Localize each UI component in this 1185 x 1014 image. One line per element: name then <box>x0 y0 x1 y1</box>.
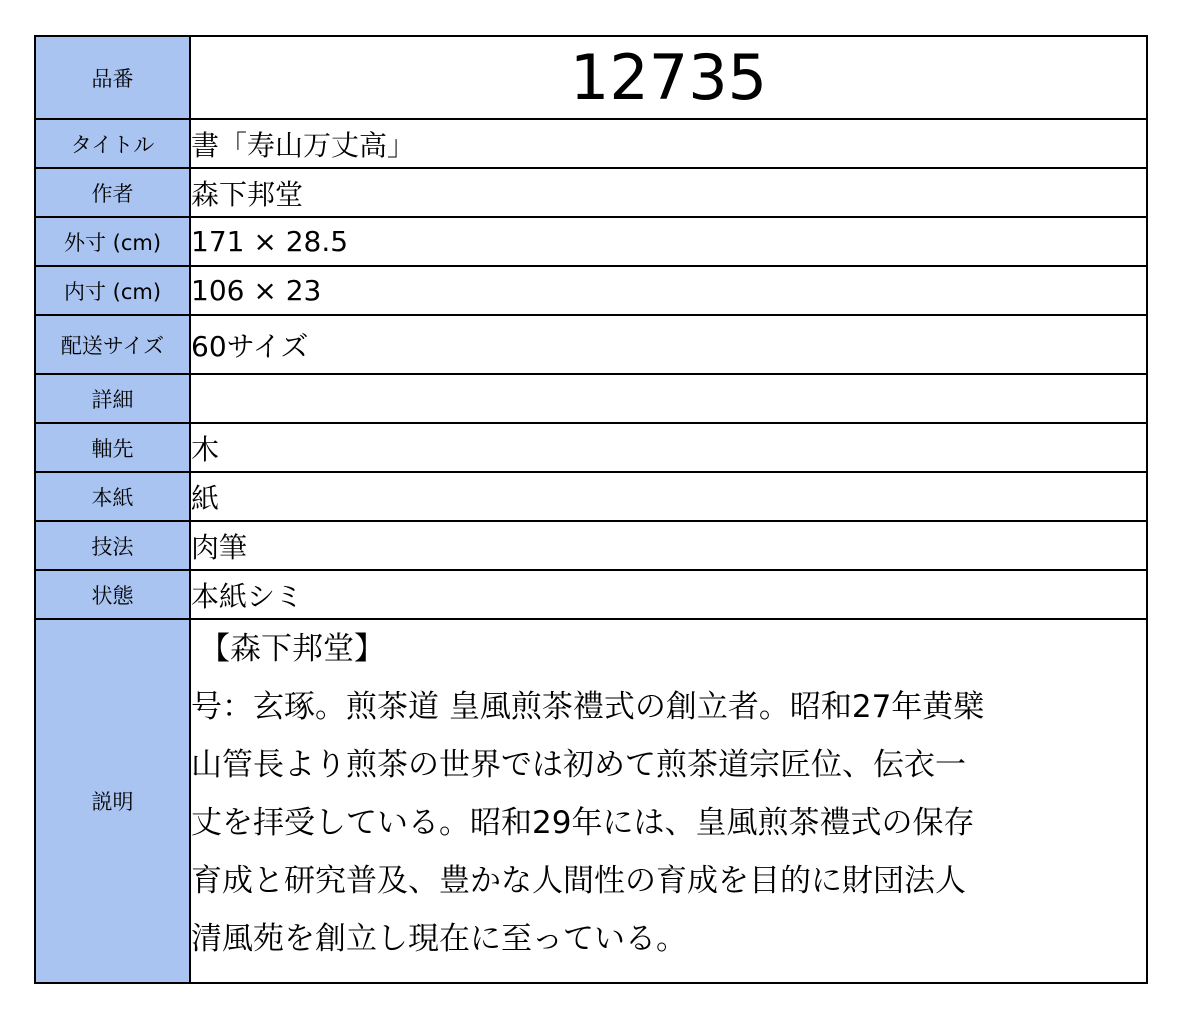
technique-value: 肉筆 <box>190 521 1147 570</box>
description-line: 山管長より煎茶の世界では初めて煎茶道宗匠位、伝衣一 <box>191 747 966 783</box>
row-condition <box>35 570 1147 619</box>
description-line: 丈を拝受している。昭和29年には、皇風煎茶禮式の保存 <box>191 805 975 841</box>
roller-ends-value: 木 <box>190 423 1147 472</box>
paper-label: 本紙 <box>35 472 190 521</box>
artist-value: 森下邦堂 <box>190 168 1147 217</box>
title-value: 書「寿山万丈高」 <box>190 119 1147 168</box>
row-artist <box>35 168 1147 217</box>
description-line: 育成と研究普及、豊かな人間性の育成を目的に財団法人 <box>191 863 966 899</box>
inner-size-value: 106 × 23 <box>190 266 1147 315</box>
row-shipping-size <box>35 315 1147 374</box>
description-line: 号：玄琢。煎茶道 皇風煎茶禮式の創立者。昭和27年黄檗 <box>191 689 985 725</box>
row-inner-size <box>35 266 1147 315</box>
outer-size-value: 171 × 28.5 <box>190 217 1147 266</box>
row-roller-ends <box>35 423 1147 472</box>
description-heading: 【森下邦堂】 <box>199 631 385 667</box>
condition-value: 本紙シミ <box>190 570 1147 619</box>
product-spec-table <box>34 35 1148 984</box>
description-line: 清風苑を創立し現在に至っている。 <box>191 921 687 957</box>
item-number-value: 12735 <box>190 36 1147 119</box>
paper-value: 紙 <box>190 472 1147 521</box>
row-item-number <box>35 36 1147 119</box>
shipping-size-value: 60サイズ <box>190 315 1147 374</box>
row-description <box>35 619 1147 983</box>
description-label: 説明 <box>35 619 190 983</box>
row-technique <box>35 521 1147 570</box>
row-outer-size <box>35 217 1147 266</box>
details-value <box>190 374 1147 423</box>
roller-ends-label: 軸先 <box>35 423 190 472</box>
row-title <box>35 119 1147 168</box>
item-number-label: 品番 <box>35 36 190 119</box>
description-body <box>190 619 1147 983</box>
details-label: 詳細 <box>35 374 190 423</box>
condition-label: 状態 <box>35 570 190 619</box>
outer-size-label: 外寸 (cm) <box>35 217 190 266</box>
inner-size-label: 内寸 (cm) <box>35 266 190 315</box>
title-label: タイトル <box>35 119 190 168</box>
row-details <box>35 374 1147 423</box>
artist-label: 作者 <box>35 168 190 217</box>
row-paper <box>35 472 1147 521</box>
shipping-size-label: 配送サイズ <box>35 315 190 374</box>
technique-label: 技法 <box>35 521 190 570</box>
